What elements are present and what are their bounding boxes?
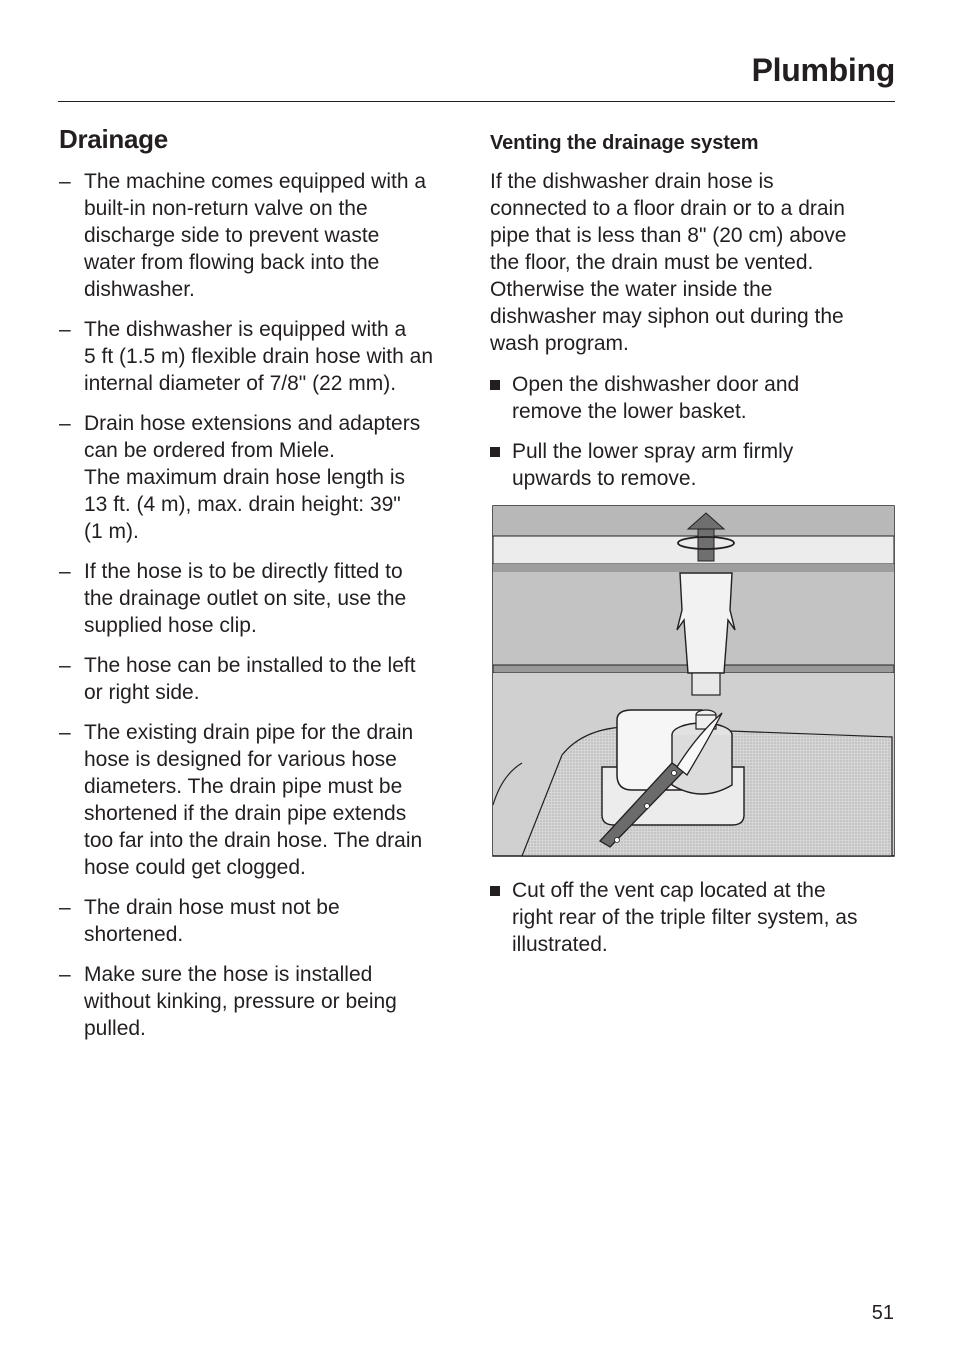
list-item [59,410,469,545]
venting-subheading: Venting the drainage system [490,132,759,154]
drainage-list [59,168,469,1042]
list-item-text: The machine comes equipped with a built-in non-return valve on the discharge side to prevent waste water from flowing back into the dishwasher. [84,170,427,301]
square-bullet-icon [490,447,500,457]
list-item [59,894,469,948]
step-item [490,371,895,425]
square-bullet-icon [490,886,500,896]
dash-bullet: – [59,963,71,986]
list-item [59,961,469,1042]
list-item [59,719,469,881]
list-item-text: The existing drain pipe for the drain hose is designed for various hose diameters. The drain pipe must be shortened if the drain pipe extends too far into the drain hose. The drain hose could get clogged. [84,721,423,879]
dash-bullet: – [59,896,71,919]
upper-wall-shade [493,506,894,536]
step-item [490,438,895,492]
dash-bullet: – [59,170,71,193]
list-item [59,652,469,706]
list-item-text: The dishwasher is equipped with a 5 ft (1.5 m) flexible drain hose with an internal diameter of 7/8" (22 mm). [84,318,434,395]
step-text: Open the dishwasher door and remove the lower basket. [512,373,800,423]
list-item-text: Make sure the hose is installed without kinking, pressure or being pulled. [84,963,397,1040]
page-header-title: Plumbing [751,52,895,88]
step-item [490,877,895,958]
arrow-shaft [698,525,714,561]
rail-shadow [493,564,894,572]
dash-bullet: – [59,654,71,677]
square-bullet-icon [490,380,500,390]
list-item-text: If the hose is to be directly fitted to the drainage outlet on site, use the supplied hose clip. [84,560,407,637]
venting-column [490,124,895,971]
mount-collar [692,673,720,695]
header-divider [58,101,895,102]
list-item [59,316,469,397]
list-item [59,168,469,303]
page-number: 51 [871,1302,894,1324]
list-item-text: The hose can be installed to the left or right side. [84,654,416,704]
list-item-text: The drain hose must not be shortened. [84,896,340,946]
dash-bullet: – [59,560,71,583]
rivet [615,838,620,843]
venting-intro-paragraph: If the dishwasher drain hose is connected to a floor drain or to a drain pipe that is less than 8" (20 cm) above the floor, the drain must be vented. Otherwise the water inside the dishwasher may siphon out during the wash program. [490,170,847,355]
list-item [59,558,469,639]
step-text: Pull the lower spray arm firmly upwards to remove. [512,440,794,490]
rivet [672,771,677,776]
venting-steps-list [490,371,895,492]
upper-rail [493,536,894,564]
rivet [645,804,650,809]
drainage-heading: Drainage [59,124,168,154]
dash-bullet: – [59,318,71,341]
list-item-text: Drain hose extensions and adapters can be ordered from Miele. The maximum drain hose length is 13 ft. (4 m), max. drain height: 39" (1 m). [84,412,421,543]
vent-cap-illustration [492,505,895,857]
dash-bullet: – [59,412,71,435]
drainage-column [59,124,469,1055]
step-text: Cut off the vent cap located at the right rear of the triple filter system, as illustrated. [512,879,858,956]
dash-bullet: – [59,721,71,744]
venting-steps-list-continued [490,877,895,958]
